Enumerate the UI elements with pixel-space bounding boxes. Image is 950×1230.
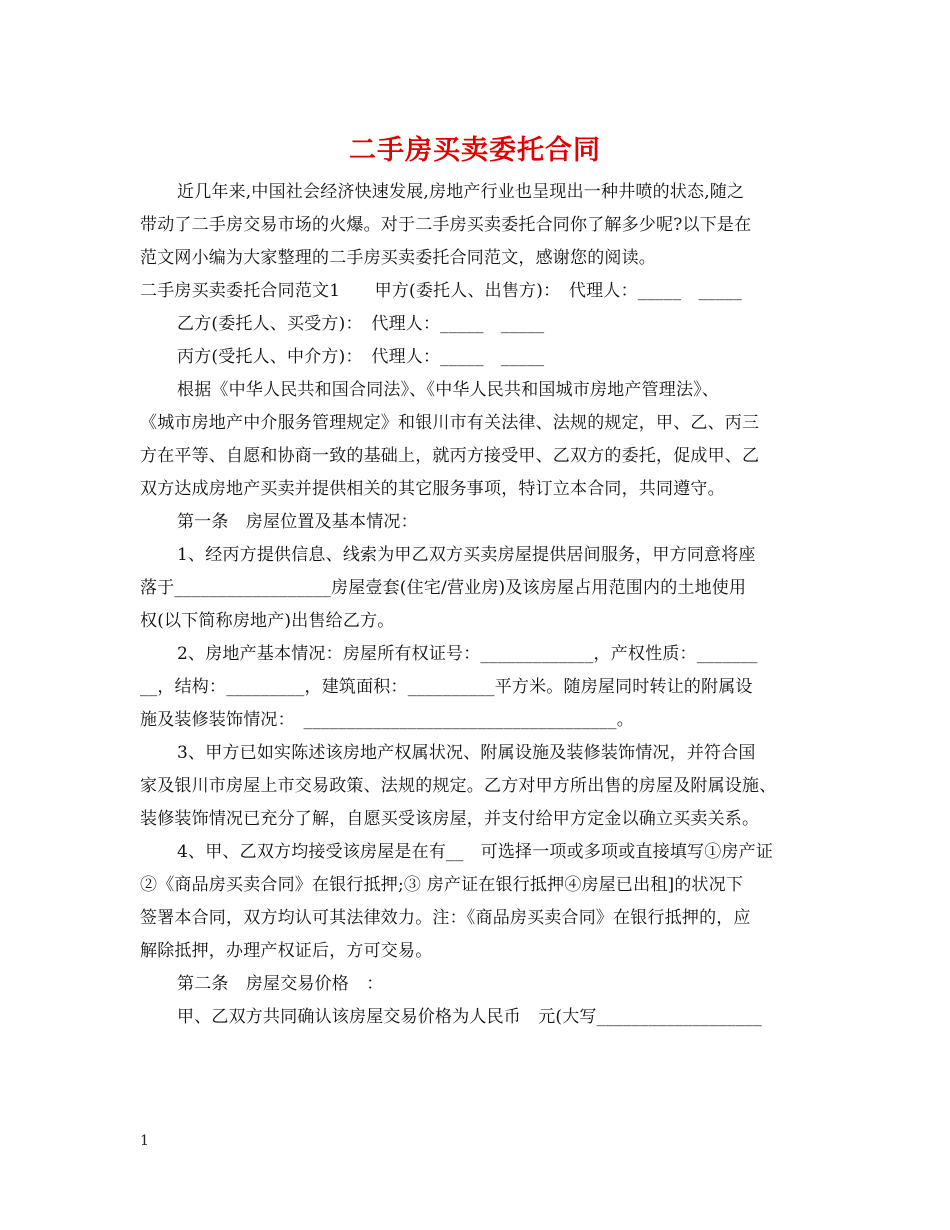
body-line: 4、甲、乙双方均接受该房屋是在有__ 可选择一项或多项或直接填写①房产证 [177, 842, 774, 862]
body-line: 二手房买卖委托合同范文1 甲方(委托人、出售方)： 代理人：_____ _____ [140, 281, 742, 301]
body-line: 近几年来,中国社会经济快速发展,房地产行业也呈现出一种井喷的状态,随之 [177, 182, 745, 202]
body-line: 丙方(受托人、中介方)： 代理人：_____ _____ [177, 347, 545, 367]
body-line: 家及银川市房屋上市交易政策、法规的规定。乙方对甲方所出售的房屋及附属设施、 [140, 776, 777, 796]
body-line: 《城市房地产中介服务管理规定》和银川市有关法律、法规的规定，甲、乙、丙三 [140, 413, 760, 433]
body-line: 甲、乙双方共同确认该房屋交易价格为人民币 元(大写___________________ [177, 1007, 762, 1027]
body-line: 乙方(委托人、买受方)： 代理人：_____ _____ [177, 314, 545, 334]
body-line: 装修装饰情况已充分了解，自愿买受该房屋，并支付给甲方定金以确立买卖关系。 [140, 809, 760, 829]
body-line: 3、甲方已如实陈述该房地产权属状况、附属设施及装修装饰情况，并符合国 [177, 743, 756, 763]
body-line: 双方达成房地产买卖并提供相关的其它服务事项，特订立本合同，共同遵守。 [140, 479, 725, 499]
body-line: 2、房地产基本情况：房屋所有权证号：_____________，产权性质：_______ [177, 644, 758, 664]
body-line: 根据《中华人民共和国合同法》、《中华人民共和国城市房地产管理法》、 [177, 380, 720, 400]
body-line: 签署本合同，双方均认可其法律效力。注：《商品房买卖合同》在银行抵押的，应 [140, 908, 751, 928]
body-line: 权(以下简称房地产)出售给乙方。 [140, 611, 395, 631]
page-number: 1 [140, 1133, 149, 1149]
body-line: 方在平等、自愿和协商一致的基础上，就丙方接受甲、乙双方的委托，促成甲、乙 [140, 446, 760, 466]
document-title: 二手房买卖委托合同 [349, 135, 601, 166]
body-line: 施及装修装饰情况： ____________________________________。 [140, 710, 634, 730]
body-line: 解除抵押，办理产权证后，方可交易。 [140, 941, 433, 961]
section-heading: 第一条 房屋位置及基本情况： [177, 512, 418, 532]
body-line: __，结构：_________，建筑面积：__________平方米。随房屋同时转让的附属设 [140, 677, 753, 697]
body-line: 1、经丙方提供信息、线索为甲乙双方买卖房屋提供居间服务，甲方同意将座 [177, 545, 756, 565]
body-line: 范文网小编为大家整理的二手房买卖委托合同范文，感谢您的阅读。 [140, 248, 656, 268]
body-line: ②《商品房买卖合同》在银行抵押;③ 房产证在银行抵押④房屋已出租]的状况下 [140, 875, 744, 895]
section-heading: 第二条 房屋交易价格 ： [177, 974, 384, 994]
body-line: 落于__________________房屋壹套(住宅/营业房)及该房屋占用范围内的土地使用 [140, 578, 747, 598]
body-line: 带动了二手房交易市场的火爆。对于二手房买卖委托合同你了解多少呢?以下是在 [140, 215, 752, 235]
